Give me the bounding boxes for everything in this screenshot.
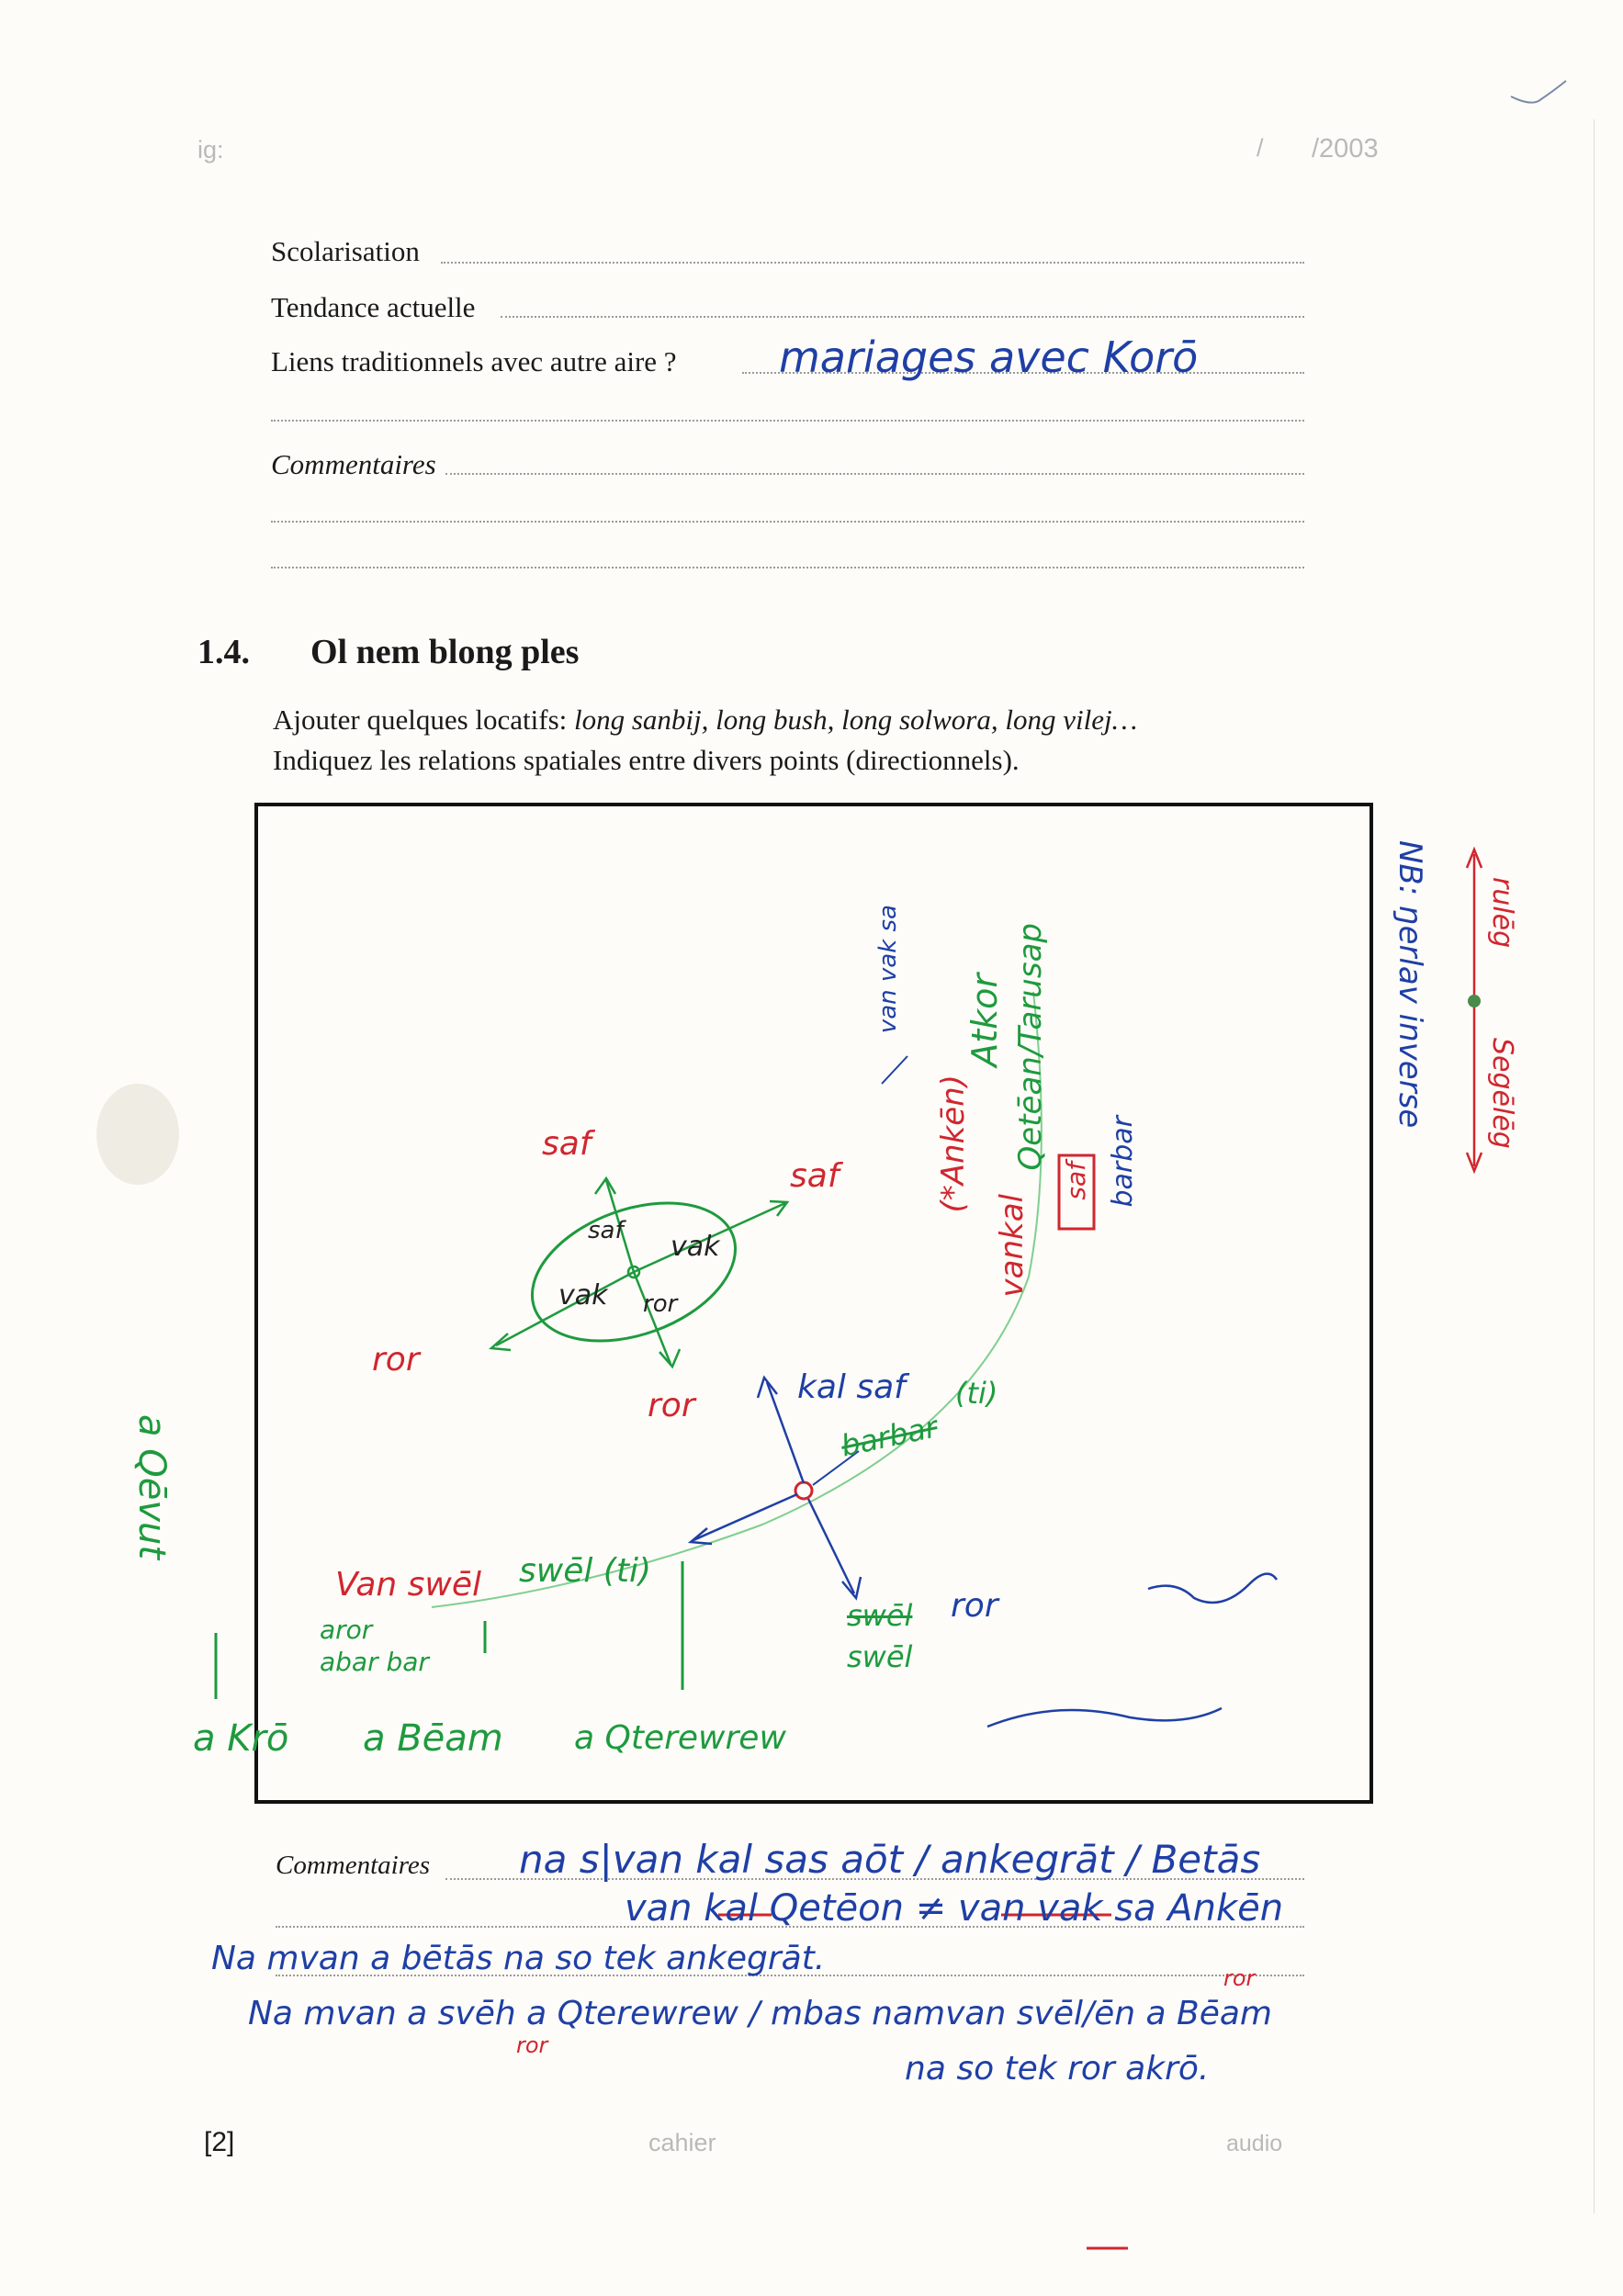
footer-cahier: cahier bbox=[648, 2129, 716, 2156]
oval-saf: saf bbox=[588, 1217, 624, 1244]
saf-outer-2: saf bbox=[790, 1157, 840, 1195]
ror-outer-2: ror bbox=[648, 1387, 695, 1424]
note-line-3: Na mvan a bētās na so tek ankegrāt. bbox=[211, 1940, 826, 1977]
page-number: [2] bbox=[204, 2127, 235, 2157]
aqterewrew-label: a Qterewrew bbox=[574, 1719, 786, 1757]
ror-black: ror bbox=[951, 1587, 998, 1625]
ror-outer-1: ror bbox=[372, 1341, 420, 1379]
liens-label: Liens traditionnels avec autre aire ? bbox=[271, 345, 677, 377]
van-swel: Van swēl bbox=[335, 1566, 481, 1604]
ankeen-label: (*Ankēn) bbox=[935, 1075, 972, 1213]
note-ror-2: ror bbox=[1223, 1965, 1256, 1991]
barbar-struck: barbar bbox=[838, 1409, 941, 1464]
saf-box-label: saf bbox=[1061, 1162, 1091, 1200]
scolarisation-label: Scolarisation bbox=[271, 235, 420, 267]
section-title: Ol nem blong ples bbox=[310, 633, 580, 671]
liens-answer: mariages avec Korō bbox=[779, 332, 1199, 382]
note-line-4: Na mvan a svēh a Qterewrew / mbas namvan svēl/ēn a Bēam bbox=[248, 1995, 1272, 2032]
nb-note: NB: ŋerlav inverse bbox=[1392, 840, 1428, 1129]
note-line-5: na so tek ror akrō. bbox=[905, 2050, 1210, 2088]
vankal-label: vankal bbox=[994, 1194, 1031, 1298]
ti-label: (ti) bbox=[955, 1376, 998, 1411]
oval-ror: ror bbox=[643, 1290, 678, 1318]
note-line-2: van kal Qetēon ≠ van vak sa Ankēn bbox=[625, 1887, 1284, 1930]
van-vak-sa: van vak sa bbox=[874, 905, 902, 1034]
segeleg-label: Segēlēg bbox=[1486, 1038, 1518, 1149]
section-number: 1.4. bbox=[197, 633, 250, 671]
center-point bbox=[795, 1482, 812, 1499]
scan-edge bbox=[1594, 119, 1595, 2213]
akro-label: a Krō bbox=[193, 1717, 289, 1760]
header-date: /2003 bbox=[1312, 134, 1379, 163]
note-line-1: na s|van kal sas aōt / ankegrāt / Betās bbox=[519, 1837, 1261, 1882]
ruleg-label: rulēg bbox=[1486, 877, 1518, 949]
alkevt-label: a Qēvut bbox=[130, 1414, 173, 1560]
kal-saf: kal saf bbox=[797, 1368, 906, 1406]
commentaires-label: Commentaires bbox=[271, 448, 436, 480]
oval-vak-right: vak bbox=[671, 1231, 720, 1263]
swel-struck: swēl bbox=[847, 1598, 913, 1633]
qetean-label: Qetēan/Tarusap bbox=[1012, 923, 1049, 1171]
swel-green: swēl bbox=[847, 1639, 913, 1674]
header-left: ig: bbox=[197, 136, 224, 163]
oval-vak-left: vak bbox=[558, 1279, 608, 1311]
instruction-plain: Ajouter quelques locatifs: bbox=[273, 703, 574, 736]
footer-audio: audio bbox=[1226, 2131, 1283, 2156]
swel-ti: swēl (ti) bbox=[519, 1552, 651, 1590]
saf-outer-1: saf bbox=[542, 1125, 592, 1163]
atkor-label: Atkor bbox=[964, 974, 1005, 1067]
barbar-box-label: barbar bbox=[1107, 1116, 1139, 1208]
header-slash: / bbox=[1257, 134, 1264, 162]
instruction-italic: long sanbij, long bush, long solwora, long vilej… bbox=[574, 703, 1138, 736]
note-ror-1: ror bbox=[516, 2032, 548, 2058]
instruction-line-2: Indiquez les relations spatiales entre divers points (directionnels). bbox=[273, 744, 1020, 776]
abarbar-label: abar bar bbox=[320, 1647, 429, 1677]
aror-label: aror bbox=[320, 1615, 373, 1645]
notes-label: Commentaires bbox=[276, 1851, 431, 1880]
abeam-label: a Bēam bbox=[363, 1717, 503, 1760]
tendance-label: Tendance actuelle bbox=[271, 291, 476, 323]
